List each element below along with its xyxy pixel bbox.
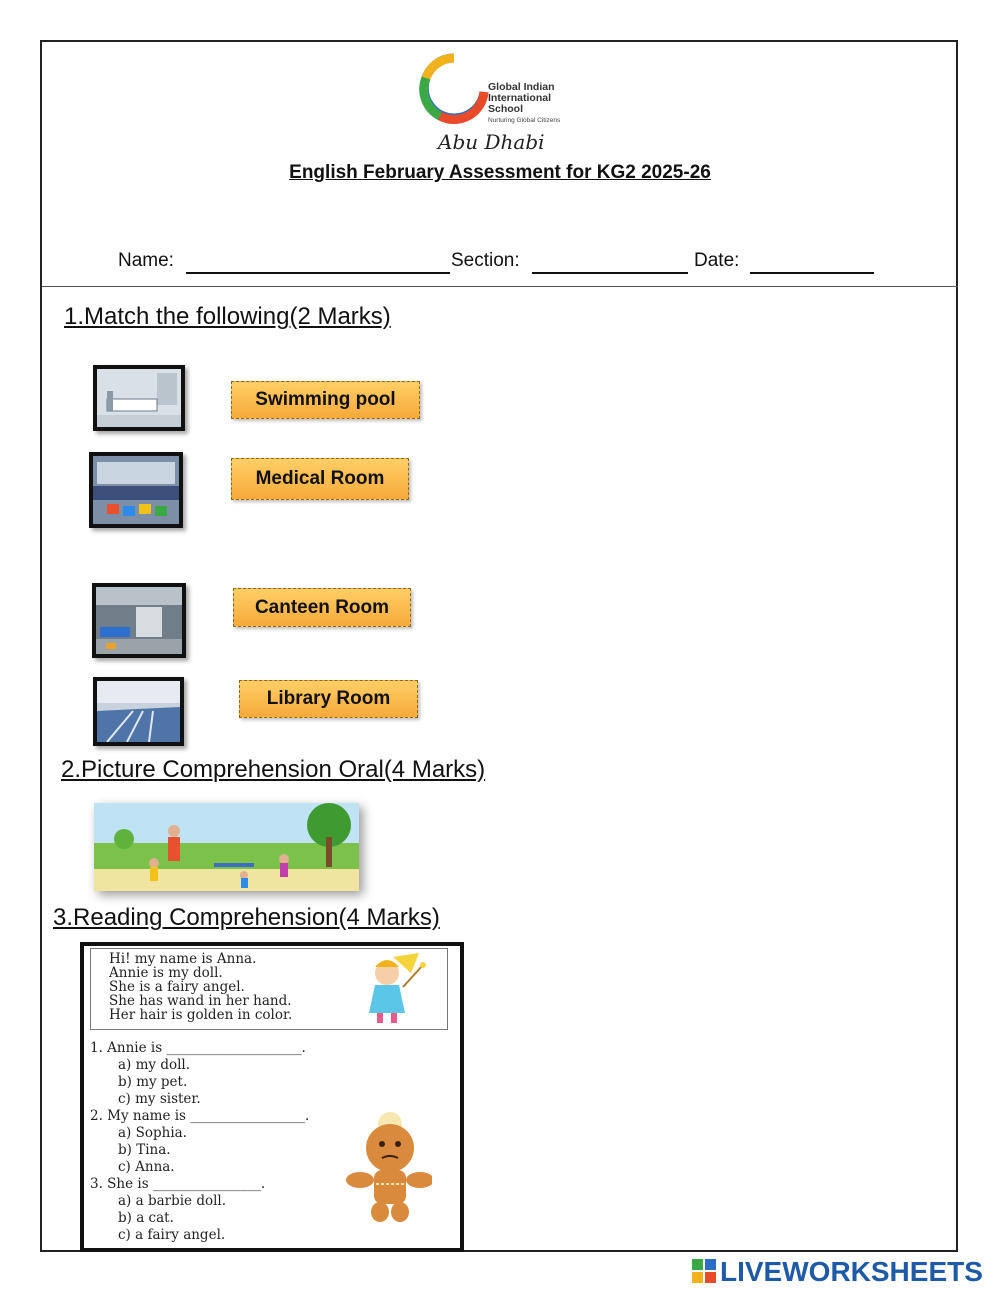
- swimming-pool-photo[interactable]: [93, 677, 184, 746]
- canteen-room-icon: [96, 587, 182, 654]
- liveworksheets-brand[interactable]: LIVEWORKSHEETS: [720, 1256, 983, 1287]
- passage-line: She is a fairy angel.: [109, 979, 245, 995]
- passage-line: Her hair is golden in color.: [109, 1007, 293, 1023]
- q3-option-b[interactable]: b) a cat.: [118, 1210, 174, 1226]
- question-3-stem: 3. She is ________________.: [90, 1176, 266, 1192]
- header-divider: [42, 286, 958, 287]
- logo-school-name: Global Indian International School: [488, 81, 555, 115]
- library-room-photo[interactable]: [89, 452, 183, 528]
- passage-line: Hi! my name is Anna.: [109, 951, 257, 967]
- q1-option-b[interactable]: b) my pet.: [118, 1074, 188, 1090]
- library-room-icon: [93, 456, 179, 524]
- q1-option-a[interactable]: a) my doll.: [118, 1057, 191, 1073]
- section-label: Section:: [451, 250, 520, 271]
- medical-room-icon: [97, 369, 181, 427]
- date-label: Date:: [694, 250, 740, 271]
- gingerbread-doll-icon: [346, 1104, 432, 1224]
- canteen-room-photo[interactable]: [92, 583, 186, 658]
- name-blank[interactable]: [186, 272, 450, 274]
- logo-city: Abu Dhabi: [438, 130, 545, 154]
- q1-option-c[interactable]: c) my sister.: [118, 1091, 201, 1107]
- playground-scene-icon: [94, 803, 359, 891]
- liveworksheets-logo-icon: [692, 1259, 716, 1283]
- question-1-stem: 1. Annie is ____________________.: [90, 1040, 306, 1056]
- swimming-pool-icon: [97, 681, 180, 742]
- label-medical-room[interactable]: Medical Room: [231, 458, 409, 500]
- name-label: Name:: [118, 250, 174, 271]
- label-library-room[interactable]: Library Room: [239, 680, 418, 718]
- q2-option-a[interactable]: a) Sophia.: [118, 1125, 187, 1141]
- reading-comprehension-card: [80, 942, 464, 1252]
- page-title: English February Assessment for KG2 2025-26: [289, 162, 711, 183]
- q2-heading: 2.Picture Comprehension Oral(4 Marks): [61, 756, 486, 783]
- date-blank[interactable]: [750, 272, 874, 274]
- logo-tagline: Nurturing Global Citizens: [488, 117, 561, 124]
- q3-option-c[interactable]: c) a fairy angel.: [118, 1227, 226, 1243]
- playground-picture: [94, 803, 359, 891]
- medical-room-photo[interactable]: [93, 365, 185, 431]
- reading-passage: [90, 948, 448, 1030]
- passage-line: Annie is my doll.: [109, 965, 223, 981]
- label-canteen-room[interactable]: Canteen Room: [233, 588, 411, 627]
- q3-heading: 3.Reading Comprehension(4 Marks): [53, 904, 440, 931]
- passage-line: She has wand in her hand.: [109, 993, 292, 1009]
- question-2-stem: 2. My name is _________________.: [90, 1108, 310, 1124]
- q2-option-b[interactable]: b) Tina.: [118, 1142, 171, 1158]
- q1-heading: 1.Match the following(2 Marks): [64, 303, 391, 330]
- label-swimming-pool[interactable]: Swimming pool: [231, 381, 420, 419]
- q2-option-c[interactable]: c) Anna.: [118, 1159, 175, 1175]
- section-blank[interactable]: [532, 272, 688, 274]
- fairy-doll-icon: [353, 951, 433, 1027]
- q3-option-a[interactable]: a) a barbie doll.: [118, 1193, 227, 1209]
